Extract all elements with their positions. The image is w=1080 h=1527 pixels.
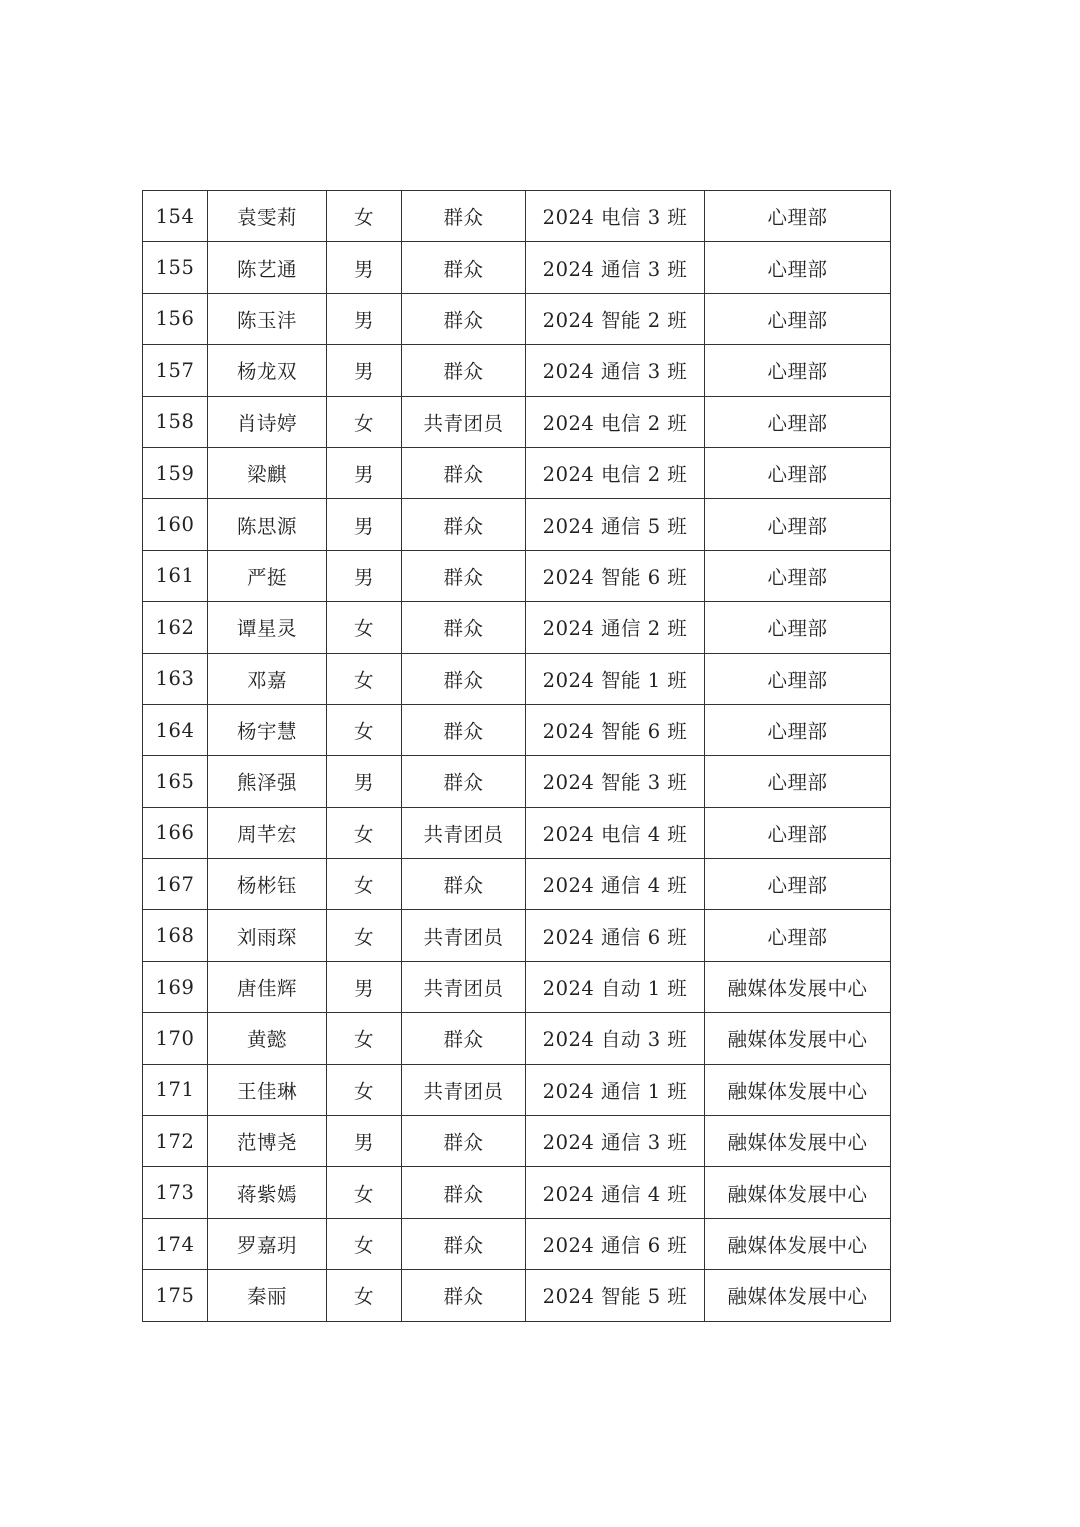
- gender-cell: 女: [327, 602, 402, 653]
- class-cell: 2024 智能 1 班: [526, 653, 705, 704]
- gender-cell: 男: [327, 345, 402, 396]
- class-cell: 2024 电信 2 班: [526, 447, 705, 498]
- table-row: [143, 447, 891, 498]
- political-status-cell: 群众: [402, 191, 526, 242]
- department-cell: 融媒体发展中心: [705, 1116, 891, 1167]
- political-status-cell: 群众: [402, 704, 526, 755]
- row-number-cell: 174: [143, 1218, 208, 1269]
- class-cell: 2024 智能 6 班: [526, 550, 705, 601]
- row-number-cell: 161: [143, 550, 208, 601]
- class-cell: 2024 通信 6 班: [526, 1218, 705, 1269]
- political-status-cell: 群众: [402, 550, 526, 601]
- name-cell: 黄懿: [208, 1013, 327, 1064]
- name-cell: 袁雯莉: [208, 191, 327, 242]
- table-row: [143, 242, 891, 293]
- political-status-cell: 群众: [402, 293, 526, 344]
- gender-cell: 女: [327, 807, 402, 858]
- class-cell: 2024 智能 2 班: [526, 293, 705, 344]
- class-cell: 2024 通信 2 班: [526, 602, 705, 653]
- department-cell: 心理部: [705, 704, 891, 755]
- table-row: [143, 1116, 891, 1167]
- class-cell: 2024 通信 4 班: [526, 1167, 705, 1218]
- political-status-cell: 群众: [402, 1218, 526, 1269]
- political-status-cell: 共青团员: [402, 1064, 526, 1115]
- row-number-cell: 158: [143, 396, 208, 447]
- gender-cell: 女: [327, 396, 402, 447]
- gender-cell: 女: [327, 1167, 402, 1218]
- class-cell: 2024 通信 6 班: [526, 910, 705, 961]
- gender-cell: 女: [327, 1064, 402, 1115]
- table-row: [143, 1167, 891, 1218]
- class-cell: 2024 通信 4 班: [526, 859, 705, 910]
- gender-cell: 男: [327, 756, 402, 807]
- political-status-cell: 共青团员: [402, 396, 526, 447]
- department-cell: 心理部: [705, 447, 891, 498]
- department-cell: 融媒体发展中心: [705, 1167, 891, 1218]
- table-row: [143, 1218, 891, 1269]
- gender-cell: 男: [327, 242, 402, 293]
- row-number-cell: 160: [143, 499, 208, 550]
- table-row: [143, 345, 891, 396]
- table-row: [143, 807, 891, 858]
- political-status-cell: 群众: [402, 447, 526, 498]
- class-cell: 2024 通信 3 班: [526, 345, 705, 396]
- row-number-cell: 154: [143, 191, 208, 242]
- row-number-cell: 165: [143, 756, 208, 807]
- political-status-cell: 群众: [402, 1116, 526, 1167]
- row-number-cell: 163: [143, 653, 208, 704]
- class-cell: 2024 自动 3 班: [526, 1013, 705, 1064]
- class-cell: 2024 电信 3 班: [526, 191, 705, 242]
- political-status-cell: 群众: [402, 1270, 526, 1321]
- gender-cell: 女: [327, 653, 402, 704]
- political-status-cell: 群众: [402, 499, 526, 550]
- gender-cell: 男: [327, 1116, 402, 1167]
- name-cell: 陈艺通: [208, 242, 327, 293]
- name-cell: 严挺: [208, 550, 327, 601]
- table-row: [143, 1013, 891, 1064]
- name-cell: 刘雨琛: [208, 910, 327, 961]
- department-cell: 融媒体发展中心: [705, 1218, 891, 1269]
- row-number-cell: 168: [143, 910, 208, 961]
- gender-cell: 女: [327, 1013, 402, 1064]
- department-cell: 融媒体发展中心: [705, 1013, 891, 1064]
- gender-cell: 男: [327, 961, 402, 1012]
- name-cell: 肖诗婷: [208, 396, 327, 447]
- name-cell: 熊泽强: [208, 756, 327, 807]
- class-cell: 2024 通信 3 班: [526, 1116, 705, 1167]
- table-row: [143, 756, 891, 807]
- gender-cell: 男: [327, 293, 402, 344]
- name-cell: 陈思源: [208, 499, 327, 550]
- political-status-cell: 共青团员: [402, 910, 526, 961]
- department-cell: 融媒体发展中心: [705, 1064, 891, 1115]
- department-cell: 融媒体发展中心: [705, 1270, 891, 1321]
- political-status-cell: 群众: [402, 345, 526, 396]
- political-status-cell: 共青团员: [402, 961, 526, 1012]
- political-status-cell: 群众: [402, 602, 526, 653]
- department-cell: 心理部: [705, 345, 891, 396]
- name-cell: 邓嘉: [208, 653, 327, 704]
- name-cell: 王佳琳: [208, 1064, 327, 1115]
- department-cell: 心理部: [705, 499, 891, 550]
- class-cell: 2024 自动 1 班: [526, 961, 705, 1012]
- table-row: [143, 961, 891, 1012]
- row-number-cell: 156: [143, 293, 208, 344]
- political-status-cell: 群众: [402, 242, 526, 293]
- department-cell: 心理部: [705, 550, 891, 601]
- row-number-cell: 169: [143, 961, 208, 1012]
- political-status-cell: 群众: [402, 653, 526, 704]
- table-row: [143, 859, 891, 910]
- gender-cell: 女: [327, 1270, 402, 1321]
- table-row: [143, 499, 891, 550]
- department-cell: 心理部: [705, 807, 891, 858]
- row-number-cell: 157: [143, 345, 208, 396]
- gender-cell: 女: [327, 910, 402, 961]
- table-row: [143, 293, 891, 344]
- row-number-cell: 164: [143, 704, 208, 755]
- name-cell: 秦丽: [208, 1270, 327, 1321]
- political-status-cell: 共青团员: [402, 807, 526, 858]
- name-cell: 蒋紫嫣: [208, 1167, 327, 1218]
- department-cell: 心理部: [705, 910, 891, 961]
- member-roster-table: [142, 190, 891, 1322]
- class-cell: 2024 电信 2 班: [526, 396, 705, 447]
- name-cell: 罗嘉玥: [208, 1218, 327, 1269]
- table-row: [143, 396, 891, 447]
- table-row: [143, 704, 891, 755]
- name-cell: 周芊宏: [208, 807, 327, 858]
- row-number-cell: 166: [143, 807, 208, 858]
- row-number-cell: 171: [143, 1064, 208, 1115]
- table-row: [143, 1270, 891, 1321]
- gender-cell: 女: [327, 191, 402, 242]
- row-number-cell: 159: [143, 447, 208, 498]
- political-status-cell: 群众: [402, 756, 526, 807]
- gender-cell: 女: [327, 859, 402, 910]
- political-status-cell: 群众: [402, 1013, 526, 1064]
- table-row: [143, 1064, 891, 1115]
- name-cell: 杨彬钰: [208, 859, 327, 910]
- row-number-cell: 167: [143, 859, 208, 910]
- department-cell: 心理部: [705, 602, 891, 653]
- department-cell: 融媒体发展中心: [705, 961, 891, 1012]
- political-status-cell: 群众: [402, 1167, 526, 1218]
- gender-cell: 女: [327, 1218, 402, 1269]
- row-number-cell: 175: [143, 1270, 208, 1321]
- department-cell: 心理部: [705, 293, 891, 344]
- class-cell: 2024 通信 5 班: [526, 499, 705, 550]
- name-cell: 杨宇慧: [208, 704, 327, 755]
- table-row: [143, 602, 891, 653]
- gender-cell: 男: [327, 499, 402, 550]
- department-cell: 心理部: [705, 242, 891, 293]
- class-cell: 2024 通信 3 班: [526, 242, 705, 293]
- name-cell: 陈玉沣: [208, 293, 327, 344]
- class-cell: 2024 电信 4 班: [526, 807, 705, 858]
- gender-cell: 男: [327, 447, 402, 498]
- class-cell: 2024 通信 1 班: [526, 1064, 705, 1115]
- department-cell: 心理部: [705, 756, 891, 807]
- department-cell: 心理部: [705, 859, 891, 910]
- table-row: [143, 191, 891, 242]
- row-number-cell: 170: [143, 1013, 208, 1064]
- table-row: [143, 910, 891, 961]
- roster-body: [143, 191, 891, 1322]
- name-cell: 谭星灵: [208, 602, 327, 653]
- class-cell: 2024 智能 5 班: [526, 1270, 705, 1321]
- name-cell: 杨龙双: [208, 345, 327, 396]
- political-status-cell: 群众: [402, 859, 526, 910]
- department-cell: 心理部: [705, 653, 891, 704]
- class-cell: 2024 智能 3 班: [526, 756, 705, 807]
- gender-cell: 男: [327, 550, 402, 601]
- row-number-cell: 155: [143, 242, 208, 293]
- row-number-cell: 172: [143, 1116, 208, 1167]
- name-cell: 梁麒: [208, 447, 327, 498]
- gender-cell: 女: [327, 704, 402, 755]
- department-cell: 心理部: [705, 396, 891, 447]
- class-cell: 2024 智能 6 班: [526, 704, 705, 755]
- department-cell: 心理部: [705, 191, 891, 242]
- row-number-cell: 162: [143, 602, 208, 653]
- name-cell: 范博尧: [208, 1116, 327, 1167]
- row-number-cell: 173: [143, 1167, 208, 1218]
- table-row: [143, 653, 891, 704]
- name-cell: 唐佳辉: [208, 961, 327, 1012]
- table-row: [143, 550, 891, 601]
